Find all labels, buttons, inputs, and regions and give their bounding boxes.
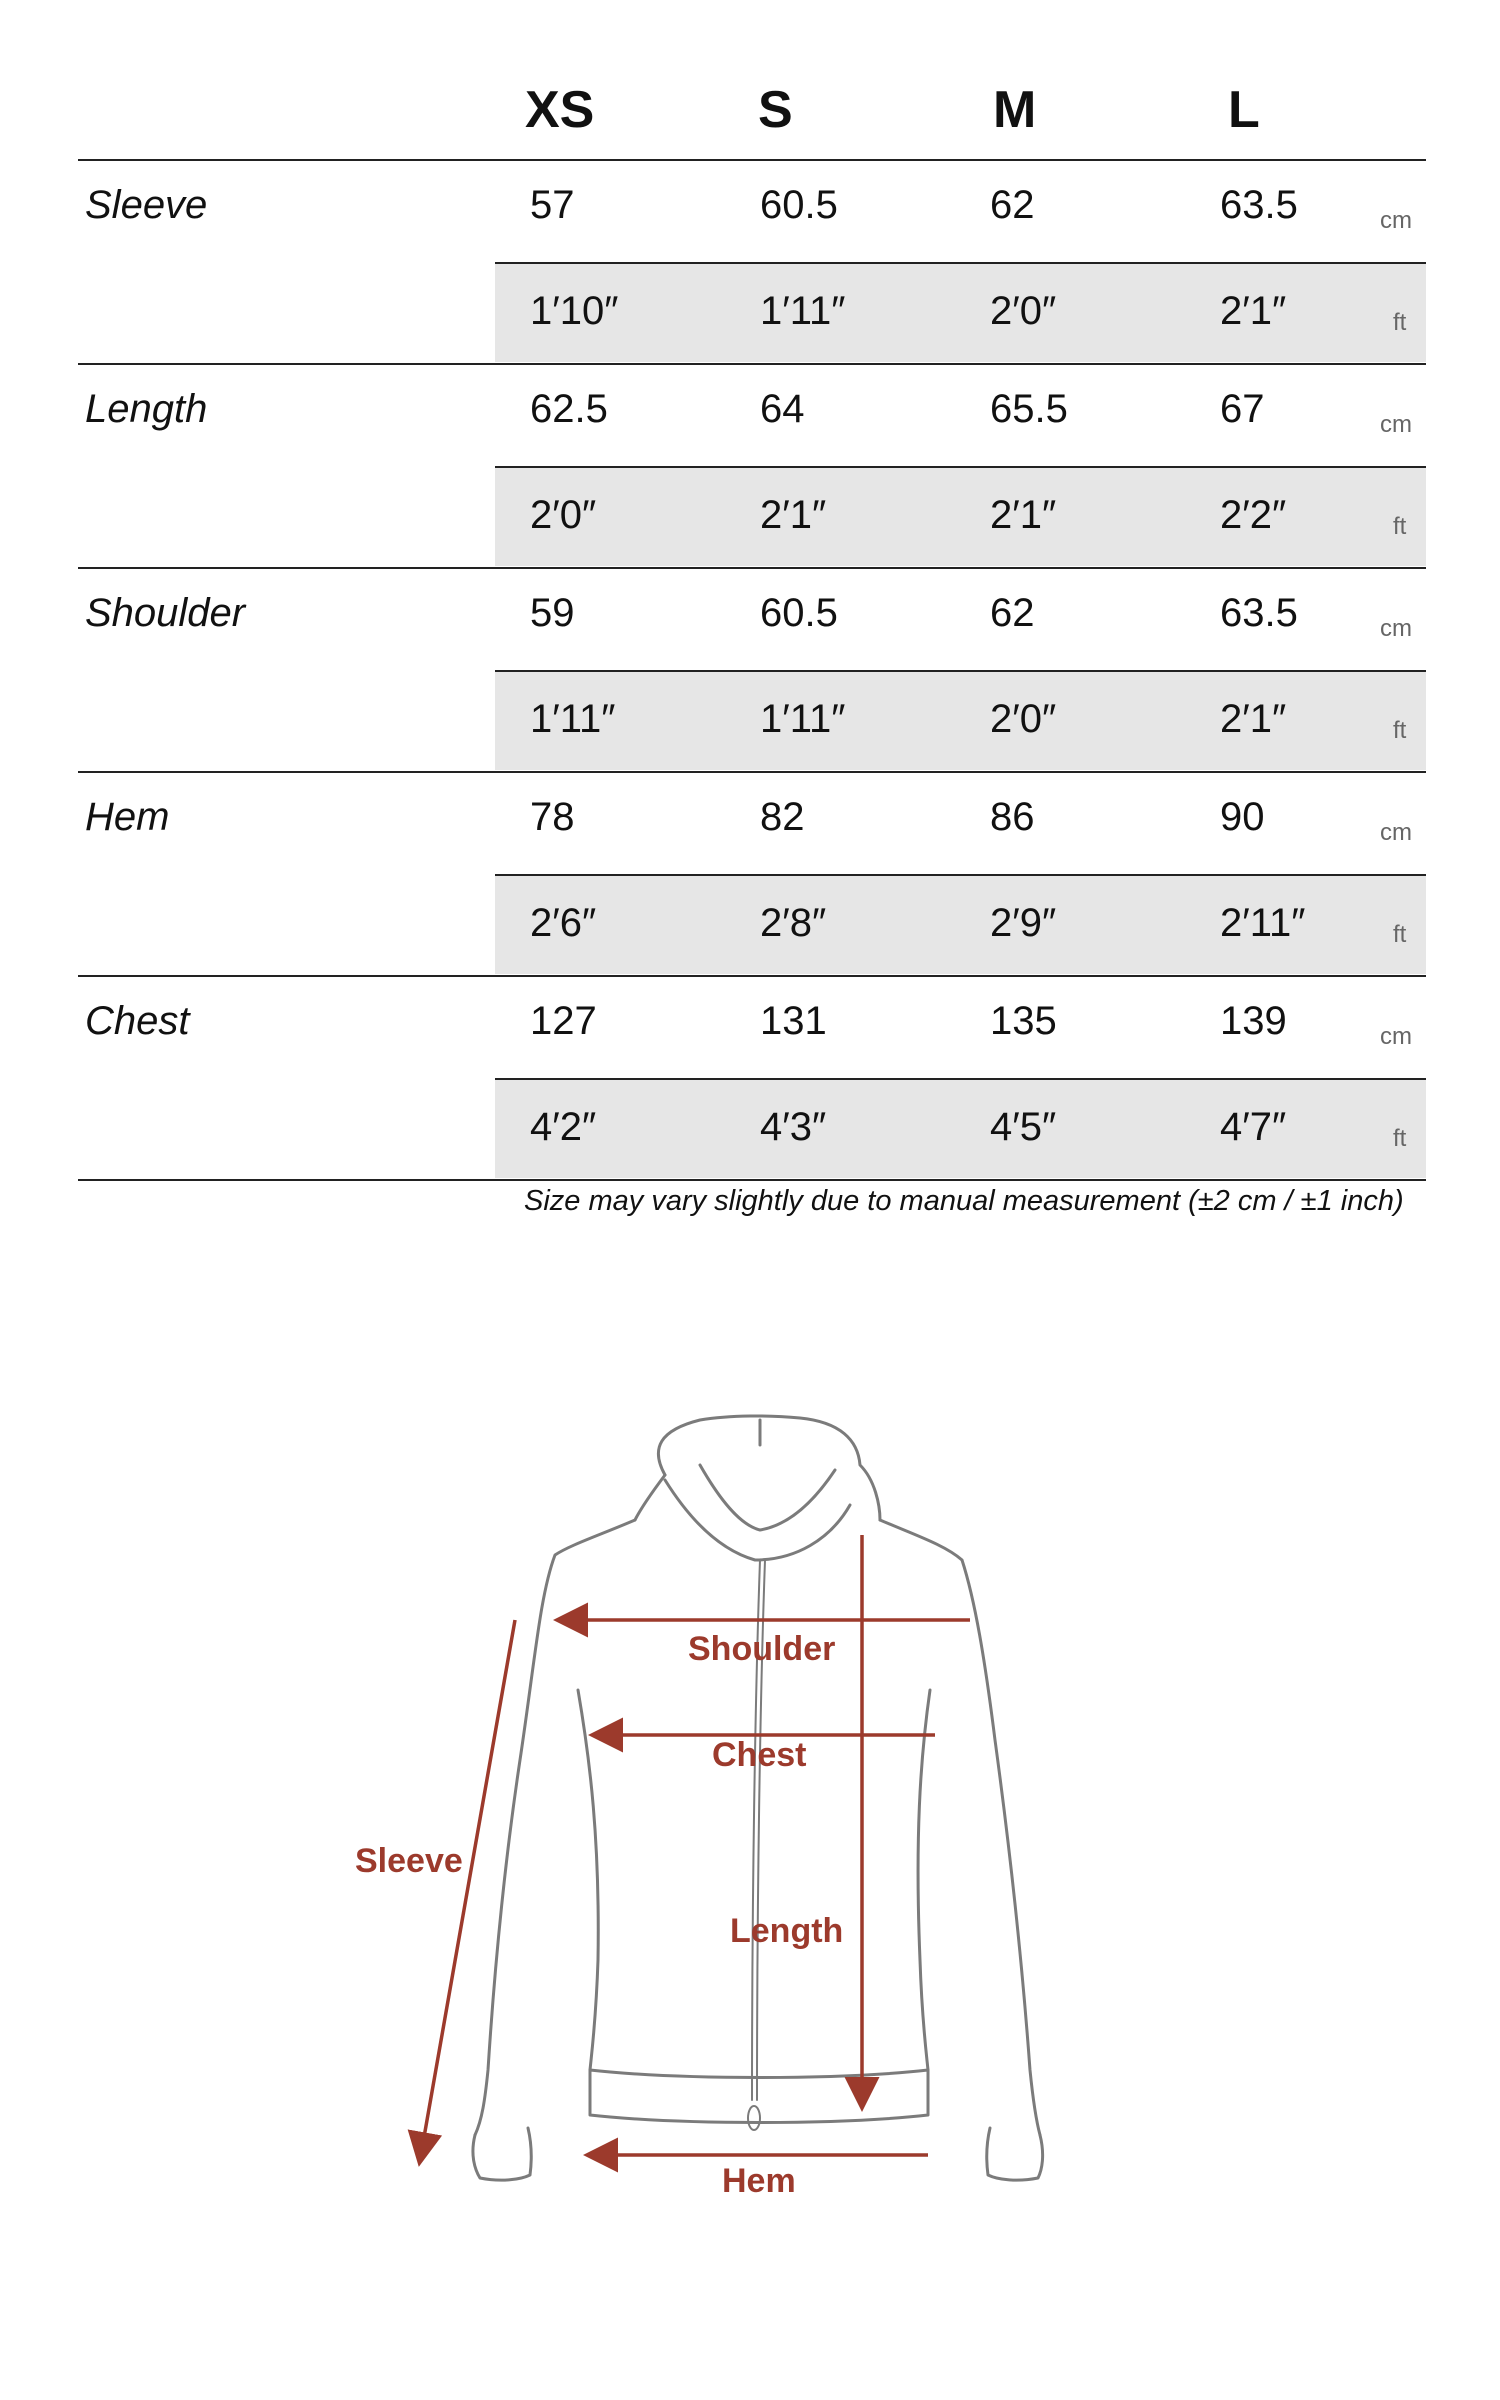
cm-value: 65.5 bbox=[990, 387, 1068, 431]
ft-row-background bbox=[495, 467, 1426, 566]
group-divider bbox=[78, 363, 1426, 365]
unit-ft: ft bbox=[1393, 921, 1407, 948]
unit-ft: ft bbox=[1393, 513, 1407, 540]
ft-value: 2′0″ bbox=[530, 493, 597, 537]
cm-value: 67 bbox=[1220, 387, 1265, 431]
cm-value: 60.5 bbox=[760, 591, 838, 635]
row-divider bbox=[495, 262, 1426, 264]
ft-value: 2′11″ bbox=[1220, 901, 1306, 945]
cm-value: 64 bbox=[760, 387, 805, 431]
sleeve-arrow bbox=[420, 1620, 515, 2160]
unit-cm: cm bbox=[1380, 1023, 1412, 1050]
ft-value: 4′7″ bbox=[1220, 1105, 1287, 1149]
ft-value: 2′0″ bbox=[990, 697, 1057, 741]
group-divider bbox=[78, 1179, 1426, 1181]
unit-cm: cm bbox=[1380, 207, 1412, 234]
cm-value: 63.5 bbox=[1220, 591, 1298, 635]
unit-cm: cm bbox=[1380, 615, 1412, 642]
measurement-note: Size may vary slightly due to manual measurement (±2 cm / ±1 inch) bbox=[524, 1185, 1404, 1217]
cm-value: 139 bbox=[1220, 999, 1287, 1043]
measurement-label: Hem bbox=[85, 795, 170, 839]
size-header-xs: XS bbox=[525, 81, 595, 139]
ft-row-background bbox=[495, 263, 1426, 362]
row-divider bbox=[495, 466, 1426, 468]
unit-cm: cm bbox=[1380, 819, 1412, 846]
cm-value: 135 bbox=[990, 999, 1057, 1043]
cm-value: 82 bbox=[760, 795, 805, 839]
ft-value: 1′10″ bbox=[530, 289, 619, 333]
unit-cm: cm bbox=[1380, 411, 1412, 438]
cm-value: 127 bbox=[530, 999, 597, 1043]
shoulder-label: Shoulder bbox=[688, 1630, 836, 1668]
cm-value: 78 bbox=[530, 795, 575, 839]
cm-value: 62 bbox=[990, 591, 1035, 635]
measurement-label: Sleeve bbox=[85, 183, 208, 227]
group-divider bbox=[78, 567, 1426, 569]
cm-value: 131 bbox=[760, 999, 827, 1043]
cm-value: 62.5 bbox=[530, 387, 608, 431]
ft-value: 4′3″ bbox=[760, 1105, 827, 1149]
sleeve-label: Sleeve bbox=[355, 1842, 463, 1880]
ft-value: 2′2″ bbox=[1220, 493, 1287, 537]
length-label: Length bbox=[730, 1912, 844, 1950]
unit-ft: ft bbox=[1393, 717, 1407, 744]
ft-value: 1′11″ bbox=[530, 697, 616, 741]
chest-label: Chest bbox=[712, 1736, 807, 1774]
cm-value: 59 bbox=[530, 591, 575, 635]
cm-value: 86 bbox=[990, 795, 1035, 839]
table-top-rule bbox=[78, 159, 1426, 161]
ft-value: 4′5″ bbox=[990, 1105, 1057, 1149]
ft-value: 1′11″ bbox=[760, 697, 846, 741]
ft-value: 1′11″ bbox=[760, 289, 846, 333]
ft-value: 4′2″ bbox=[530, 1105, 597, 1149]
unit-ft: ft bbox=[1393, 309, 1407, 336]
ft-value: 2′9″ bbox=[990, 901, 1057, 945]
size-header-m: M bbox=[993, 81, 1037, 139]
ft-value: 2′1″ bbox=[1220, 289, 1287, 333]
ft-value: 2′1″ bbox=[1220, 697, 1287, 741]
unit-ft: ft bbox=[1393, 1125, 1407, 1152]
cm-value: 63.5 bbox=[1220, 183, 1298, 227]
ft-value: 2′1″ bbox=[990, 493, 1057, 537]
row-divider bbox=[495, 1078, 1426, 1080]
group-divider bbox=[78, 771, 1426, 773]
ft-row-background bbox=[495, 671, 1426, 770]
ft-row-background bbox=[495, 1079, 1426, 1178]
size-header-s: S bbox=[758, 81, 793, 139]
cm-value: 90 bbox=[1220, 795, 1265, 839]
ft-value: 2′1″ bbox=[760, 493, 827, 537]
measurement-label: Length bbox=[85, 387, 208, 431]
ft-value: 2′0″ bbox=[990, 289, 1057, 333]
row-divider bbox=[495, 670, 1426, 672]
measurement-label: Shoulder bbox=[85, 591, 246, 635]
cm-value: 57 bbox=[530, 183, 575, 227]
size-header-l: L bbox=[1228, 81, 1260, 139]
hoodie-outline bbox=[473, 1416, 1043, 2180]
hem-label: Hem bbox=[722, 2162, 796, 2200]
measurement-label: Chest bbox=[85, 999, 190, 1043]
group-divider bbox=[78, 975, 1426, 977]
ft-value: 2′6″ bbox=[530, 901, 597, 945]
hoodie-diagram bbox=[0, 1380, 1500, 2280]
cm-value: 60.5 bbox=[760, 183, 838, 227]
row-divider bbox=[495, 874, 1426, 876]
measurement-arrows bbox=[420, 1535, 970, 2160]
cm-value: 62 bbox=[990, 183, 1035, 227]
ft-value: 2′8″ bbox=[760, 901, 827, 945]
